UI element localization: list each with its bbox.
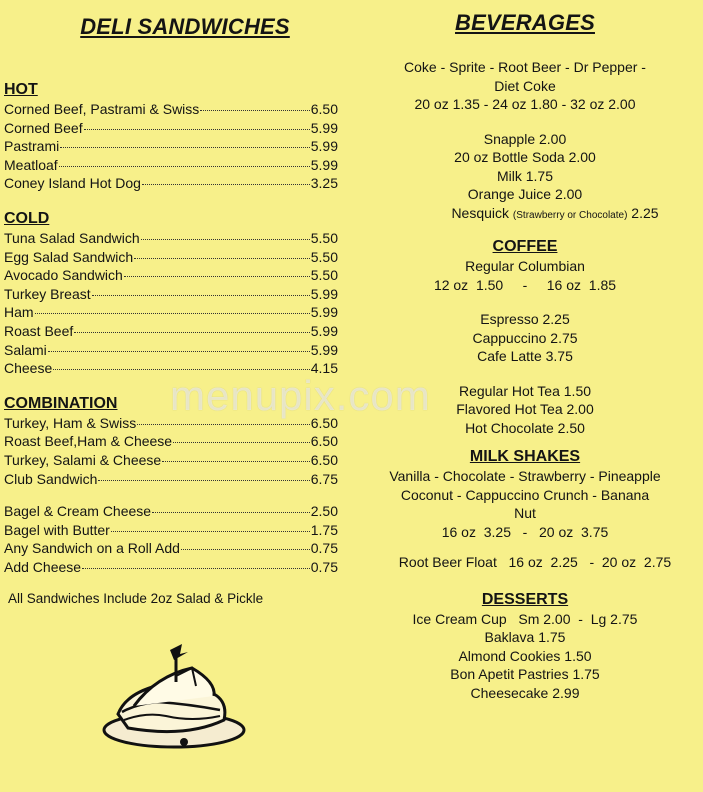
menu-item: Roast Beef 5.99 xyxy=(4,322,338,339)
hot-heading: HOT xyxy=(4,81,38,98)
menu-item: Club Sandwich 6.75 xyxy=(4,470,338,487)
dessert-item: Ice Cream Cup Sm 2.00 - Lg 2.75 xyxy=(412,610,638,627)
menu-item: Roast Beef,Ham & Cheese 6.50 xyxy=(4,433,338,450)
menu-item: Cheese 4.15 xyxy=(4,360,338,377)
coffee-sizes: 12 oz 1.50 - 16 oz 1.85 xyxy=(433,276,617,293)
beverages-title: BEVERAGES xyxy=(455,10,595,35)
menu-item: Add Cheese 0.75 xyxy=(4,558,338,575)
menu-item: Egg Salad Sandwich 5.50 xyxy=(4,248,338,265)
tea-item: Regular Hot Tea 1.50 xyxy=(458,382,592,399)
soda-list-cont: Diet Coke xyxy=(494,77,556,94)
dessert-item: Baklava 1.75 xyxy=(484,629,566,645)
root-beer-float: Root Beer Float 16 oz 2.25 - 20 oz 2.75 xyxy=(398,554,672,570)
menu-item: Avocado Sandwich 5.50 xyxy=(4,267,338,284)
menu-item: Corned Beef 5.99 xyxy=(4,119,338,136)
combination-heading: COMBINATION xyxy=(4,394,118,412)
menu-item: Bagel & Cream Cheese 2.50 xyxy=(4,503,338,520)
menu-item: Meatloaf 5.99 xyxy=(4,156,338,173)
dessert-item: Cheesecake 2.99 xyxy=(470,684,580,701)
menu-item: Tuna Salad Sandwich 5.50 xyxy=(4,229,338,246)
soda-sizes: 20 oz 1.35 - 24 oz 1.80 - 32 oz 2.00 xyxy=(414,96,636,112)
menu-item: Turkey Breast 5.99 xyxy=(4,285,338,302)
milkshake-flavors: Coconut - Cappuccino Crunch - Banana xyxy=(400,486,650,503)
dessert-item: Bon Apetit Pastries 1.75 xyxy=(450,666,600,682)
menu-item: Corned Beef, Pastrami & Swiss 6.50 xyxy=(4,101,338,117)
deli-title: DELI SANDWICHES xyxy=(80,14,290,39)
milkshakes-heading: MILK SHAKES xyxy=(469,448,581,465)
cold-heading: COLD xyxy=(4,209,50,227)
hot-list xyxy=(4,100,338,193)
beverage-item: Milk 1.75 xyxy=(496,167,554,184)
milkshake-sizes: 16 oz 3.25 - 20 oz 3.75 xyxy=(441,523,609,540)
coffee-item: Regular Columbian xyxy=(465,258,585,274)
soda-list: Coke - Sprite - Root Beer - Dr Pepper - xyxy=(404,59,646,75)
coffee-item: Cappuccino 2.75 xyxy=(472,329,578,346)
extras-list xyxy=(4,502,338,576)
sandwich-icon xyxy=(96,642,246,752)
dessert-item: Almond Cookies 1.50 xyxy=(458,647,592,664)
cold-list xyxy=(4,229,338,378)
menu-item: Turkey, Salami & Cheese 6.50 xyxy=(4,451,338,468)
coffee-item: Cafe Latte 3.75 xyxy=(477,348,573,364)
menu-item: Coney Island Hot Dog 3.25 xyxy=(4,175,338,192)
beverage-item: 20 oz Bottle Soda 2.00 xyxy=(454,149,596,165)
menu-item: Any Sandwich on a Roll Add 0.75 xyxy=(4,540,338,557)
beverage-item: Snapple 2.00 xyxy=(483,130,567,147)
menu-item: Ham 5.99 xyxy=(4,304,338,321)
milkshake-flavors: Vanilla - Chocolate - Strawberry - Pineapple xyxy=(389,468,661,484)
tea-item: Hot Chocolate 2.50 xyxy=(465,419,585,436)
coffee-heading: COFFEE xyxy=(492,238,558,255)
tea-item: Flavored Hot Tea 2.00 xyxy=(456,401,594,417)
beverage-item: Orange Juice 2.00 xyxy=(467,186,583,202)
combination-list xyxy=(4,414,338,488)
menu-item: Bagel with Butter 1.75 xyxy=(4,521,338,538)
menu-item: Turkey, Ham & Swiss 6.50 xyxy=(4,414,338,431)
beverage-item: Nesquick (Strawberry or Chocolate) 2.25 xyxy=(451,204,659,221)
desserts-heading: DESSERTS xyxy=(481,590,569,608)
menu-item: Salami 5.99 xyxy=(4,341,338,358)
beverages-column xyxy=(350,10,700,702)
menu-item: Pastrami 5.99 xyxy=(4,138,338,155)
deli-column xyxy=(4,14,338,608)
coffee-item: Espresso 2.25 xyxy=(480,311,570,327)
sandwich-note: All Sandwiches Include 2oz Salad & Pickle xyxy=(8,591,264,607)
watermark: menupix.com xyxy=(170,372,431,419)
milkshake-flavors: Nut xyxy=(514,505,536,521)
